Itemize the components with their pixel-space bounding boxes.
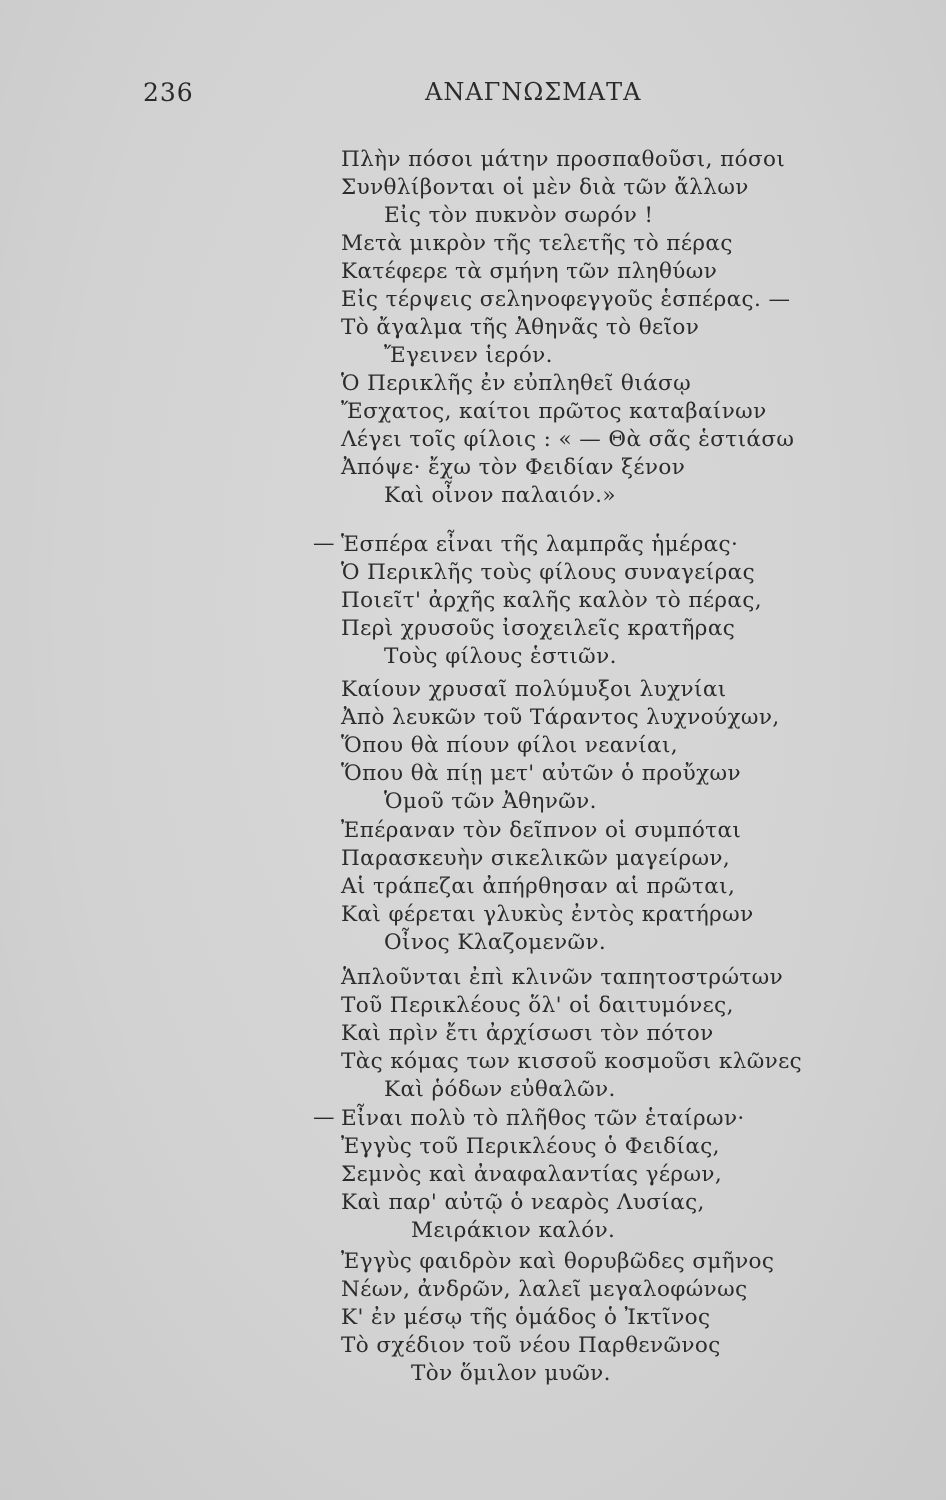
poem-line: Ὅπου θὰ πίῃ μετ' αὐτῶν ὁ προὔχων (341, 761, 741, 786)
poem-line: Καὶ ῥόδων εὐθαλῶν. (384, 1077, 616, 1102)
poem-line: Συνθλίβονται οἱ μὲν διὰ τῶν ἄλλων (341, 175, 749, 200)
poem-line: Τοὺς φίλους ἑστιῶν. (384, 644, 617, 669)
poem-line: Σεμνὸς καὶ ἀναφαλαντίας γέρων, (341, 1162, 723, 1187)
poem-line: Ἐπέραναν τὸν δεῖπνον οἱ συμπόται (341, 818, 742, 843)
poem-line: Νέων, ἀνδρῶν, λαλεῖ μεγαλοφώνως (341, 1277, 748, 1302)
poem-line: Εἰς τὸν πυκνὸν σωρόν ! (384, 203, 654, 228)
poem-line: Αἱ τράπεζαι ἀπήρθησαν αἱ πρῶται, (341, 874, 736, 899)
poem-line: Ὁ Περικλῆς ἐν εὐπληθεῖ θιάσῳ (341, 371, 692, 396)
poem-line: Τὰς κόμας των κισσοῦ κοσμοῦσι κλῶνες (341, 1049, 803, 1074)
poem-line: Καὶ παρ' αὐτῷ ὁ νεαρὸς Λυσίας, (341, 1190, 705, 1215)
poem-line: Τοῦ Περικλέους ὅλ' οἱ δαιτυμόνες, (341, 993, 734, 1018)
leading-dash: — (313, 531, 335, 556)
poem-line: Ὁμοῦ τῶν Ἀθηνῶν. (384, 789, 597, 814)
poem-line: Ὁ Περικλῆς τοὺς φίλους συναγείρας (341, 560, 756, 585)
poem-line: Ἔσχατος, καίτοι πρῶτος καταβαίνων (341, 399, 767, 424)
poem-line: Τὸν ὅμιλον μυῶν. (411, 1361, 611, 1386)
poem-line: Καὶ πρὶν ἔτι ἀρχίσωσι τὸν πότον (341, 1021, 714, 1046)
poem-line: Καίουν χρυσαῖ πολύμυξοι λυχνίαι (341, 677, 727, 702)
poem-line: Ἀπόψε· ἔχω τὸν Φειδίαν ξένον (341, 455, 686, 480)
poem-line: Ποιεῖτ' ἀρχῆς καλῆς καλὸν τὸ πέρας, (341, 588, 763, 613)
poem-line: Καὶ οἶνον παλαιόν.» (384, 483, 616, 508)
poem-line: Παρασκευὴν σικελικῶν μαγείρων, (341, 846, 731, 871)
poem-line: Ἐγγὺς φαιδρὸν καὶ θορυβῶδες σμῆνος (341, 1249, 775, 1274)
poem-line: Λέγει τοῖς φίλοις : « — Θὰ σᾶς ἑστιάσω (341, 427, 795, 452)
poem-line: Πλὴν πόσοι μάτην προσπαθοῦσι, πόσοι (341, 147, 786, 172)
poem-line: Ἀπὸ λευκῶν τοῦ Τάραντος λυχνούχων, (341, 705, 780, 730)
poem-line: Εἶναι πολὺ τὸ πλῆθος τῶν ἑταίρων· (341, 1106, 745, 1131)
poem-line: Κατέφερε τὰ σμήνη τῶν πληθύων (341, 259, 718, 284)
poem-line: Κ' ἐν μέσῳ τῆς ὁμάδος ὁ Ἰκτῖνος (341, 1305, 711, 1330)
poem-line: Περὶ χρυσοῦς ἰσοχειλεῖς κρατῆρας (341, 616, 736, 641)
poem-line: Ὅπου θὰ πίουν φίλοι νεανίαι, (341, 733, 679, 758)
poem-line: Ἑσπέρα εἶναι τῆς λαμπρᾶς ἡμέρας· (341, 532, 739, 557)
poem-line: Τὸ σχέδιον τοῦ νέου Παρθενῶνος (341, 1333, 721, 1358)
poem-line: Εἰς τέρψεις σεληνοφεγγοῦς ἑσπέρας. — (341, 287, 791, 312)
poem-line: Καὶ φέρεται γλυκὺς ἐντὸς κρατήρων (341, 902, 754, 927)
page-number: 236 (143, 78, 194, 107)
poem-line: Μετὰ μικρὸν τῆς τελετῆς τὸ πέρας (341, 231, 733, 256)
running-head: ΑΝΑΓΝΩΣΜΑΤΑ (425, 78, 642, 106)
poem-line: Οἶνος Κλαζομενῶν. (384, 930, 607, 955)
leading-dash: — (313, 1105, 335, 1130)
poem-line: Ἔγεινεν ἱερόν. (384, 343, 553, 368)
poem-line: Μειράκιον καλόν. (411, 1218, 616, 1243)
poem-line: Ἁπλοῦνται ἐπὶ κλινῶν ταπητοστρώτων (341, 965, 784, 990)
poem-line: Ἐγγὺς τοῦ Περικλέους ὁ Φειδίας, (341, 1134, 720, 1159)
poem-line: Τὸ ἄγαλμα τῆς Ἀθηνᾶς τὸ θεῖον (341, 315, 700, 340)
page-header (0, 78, 946, 118)
